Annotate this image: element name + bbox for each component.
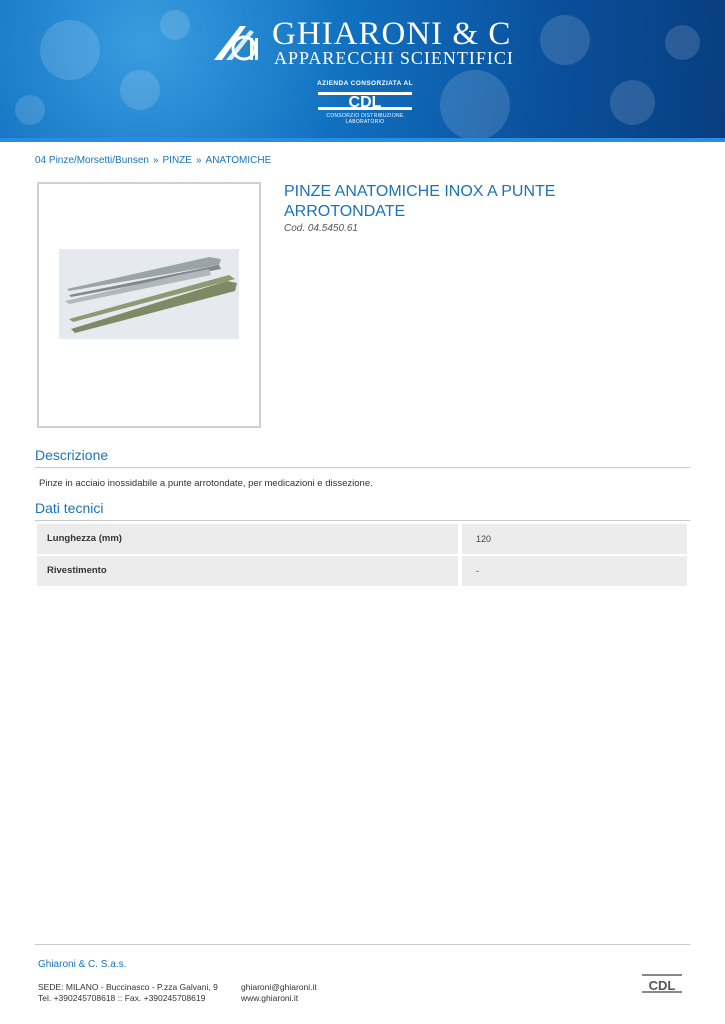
consortium-bottom-text: CONSORZIO DISTRIBUZIONE LABORATORIO	[326, 113, 404, 125]
consortium-top-text: AZIENDA CONSORZIATA AL	[317, 80, 413, 87]
spec-label: Lunghezza (mm)	[37, 524, 458, 554]
spec-value: 120	[462, 524, 687, 554]
footer-address: SEDE: MILANO - Buccinasco - P.zza Galvani, 9	[38, 982, 218, 992]
cdl-logo-icon	[318, 90, 412, 112]
spec-row-coating	[37, 556, 687, 586]
description-heading: Descrizione	[35, 447, 109, 463]
banner-bubble	[665, 25, 700, 60]
breadcrumb-item-category[interactable]: 04 Pinze/Morsetti/Bunsen	[35, 155, 149, 166]
specs-heading: Dati tecnici	[35, 500, 104, 516]
banner-bubble	[160, 10, 190, 40]
banner-bubble	[540, 15, 590, 65]
footer-logo-text: CDL	[648, 978, 676, 993]
footer-phones: Tel. +390245708618 :: Fax. +390245708619	[38, 993, 206, 1003]
banner-bubble	[40, 20, 100, 80]
brand-subtitle: APPARECCHI SCIENTIFICI	[274, 48, 514, 68]
footer-cdl-logo-icon	[636, 970, 688, 1000]
breadcrumb-separator: »	[152, 155, 159, 166]
breadcrumb-separator: »	[195, 155, 202, 166]
footer-divider	[35, 944, 690, 945]
ghiaroni-logo-icon	[210, 20, 262, 64]
banner-bubble	[440, 70, 510, 140]
description-text: Pinze in acciaio inossidabile a punte arrotondate, per medicazioni e dissezione.	[39, 478, 373, 489]
spec-row-length	[37, 524, 687, 554]
banner-bubble	[610, 80, 655, 125]
cdl-consortium-badge	[310, 80, 420, 124]
product-code: Cod. 04.5450.61	[284, 223, 358, 234]
footer-email[interactable]: ghiaroni@ghiaroni.it	[241, 982, 317, 992]
spec-label: Rivestimento	[37, 556, 458, 586]
header-banner	[0, 0, 725, 140]
specs-divider	[35, 520, 690, 521]
footer-website[interactable]: www.ghiaroni.it	[241, 993, 299, 1003]
breadcrumb-item-anatomiche[interactable]: ANATOMICHE	[205, 155, 272, 166]
brand-title: GHIARONI & C	[272, 16, 512, 52]
breadcrumb-item-pinze[interactable]: PINZE	[162, 155, 192, 166]
footer-company: Ghiaroni & C. S.a.s.	[38, 959, 127, 970]
banner-divider	[0, 138, 725, 142]
tweezers-photo-icon	[59, 249, 239, 339]
product-image-frame	[37, 182, 261, 428]
description-divider	[35, 467, 690, 468]
spec-value: -	[462, 556, 687, 586]
banner-bubble	[120, 70, 160, 110]
breadcrumb	[35, 155, 271, 166]
cdl-logo-text: CDL	[348, 94, 382, 111]
product-title: PINZE ANATOMICHE INOX A PUNTE ARROTONDATE	[284, 183, 556, 220]
banner-bubble	[15, 95, 45, 125]
